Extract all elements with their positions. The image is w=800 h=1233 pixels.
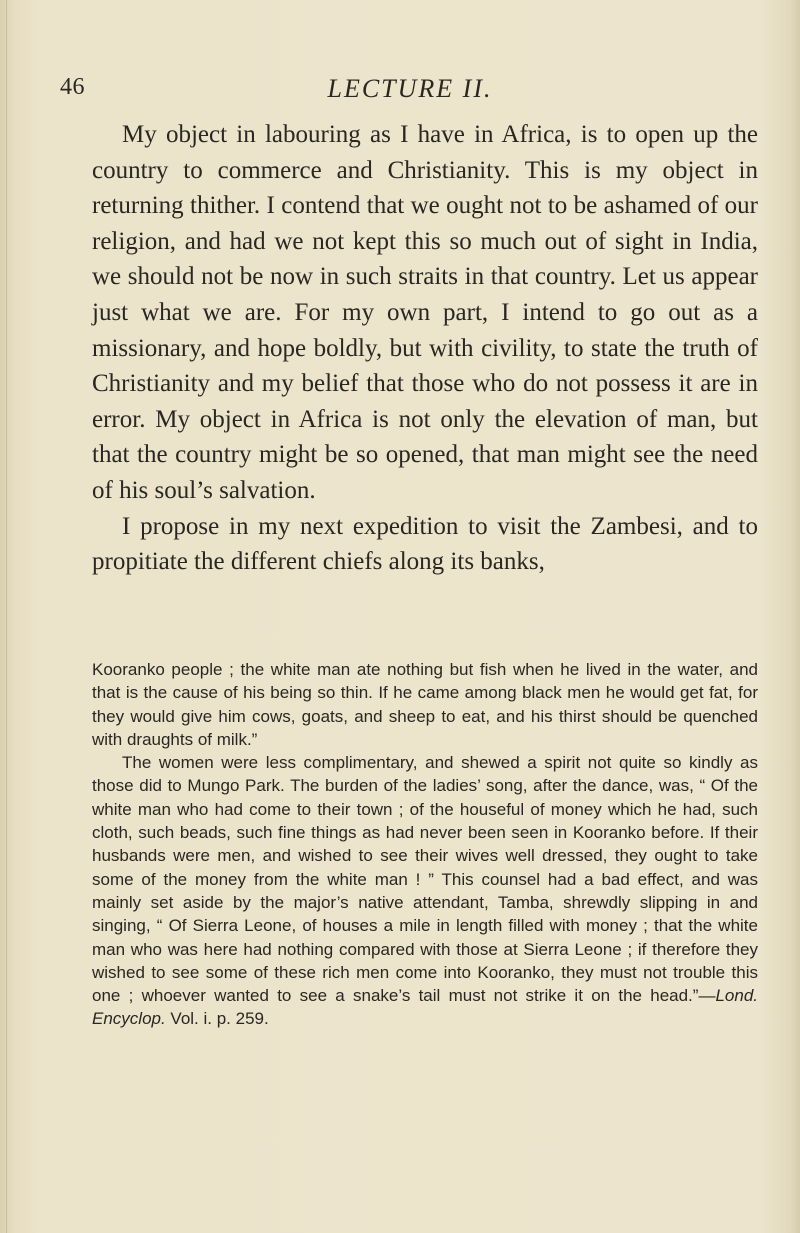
footnote (92, 658, 758, 1031)
footnote-paragraph (92, 751, 758, 1031)
main-text (92, 117, 758, 580)
body-paragraph: My object in labouring as I have in Africa, is to open up the country to commerce and Christianity. This is my object in returning thither. I contend that we ought not to be ashamed of our religion, and had we not kept this so much out of sight in India, we should not be now in such straits in that country. Let us appear just what we are. For my own part, I intend to go out as a missionary, and hope boldly, but with civility, to state the truth of Christianity and my belief that those who do not possess it are in error. My object in Africa is not only the elevation of man, but that the country might be so opened, that man might see the need of his soul’s salvation. (92, 121, 758, 504)
running-title: LECTURE II. (327, 74, 493, 103)
footnote-paragraph: Kooranko people ; the white man ate nothing but fish when he lived in the water, and that is the cause of his being so thin. If he came among black men he would get fat, for they would give him cows, goats, and sheep to eat, and his thirst should be quenched with draughts of milk.” (92, 660, 758, 749)
running-head (60, 74, 760, 108)
footnote-text: The women were less complimentary, and shewed a spirit not quite so kindly as those did to Mungo Park. The burden of the ladies’ song, after the dance, was, “ Of the white man who had come to their town ; of the houseful of money which he had, such cloth, such beads, such fine things as had never been seen in Kooranko before. If their husbands were men, and wished to see their wives well dressed, they ought to take some of the money from the white man ! ” This counsel had a bad effect, and was mainly set aside by the major’s native attendant, Tamba, shrewdly slipping in and singing, “ Of Sierra Leone, of houses a mile in length filled with money ; that the white man who was here had nothing compared with those at Sierra Leone ; if therefore they wished to see some of these rich men come into Kooranko, they must not trouble this one ; whoever wanted to see a snake’s tail must not strike it on the head.”— (92, 753, 758, 1006)
footnote-reference: Vol. i. p. 259. (165, 1009, 269, 1029)
body-paragraph: I propose in my next expedition to visit the Zambesi, and to propitiate the different chiefs along its banks, (92, 512, 758, 576)
footnote-source: Lond. Encyclop. (92, 986, 758, 1029)
page-number: 46 (60, 74, 85, 100)
page-edge (6, 0, 7, 1233)
